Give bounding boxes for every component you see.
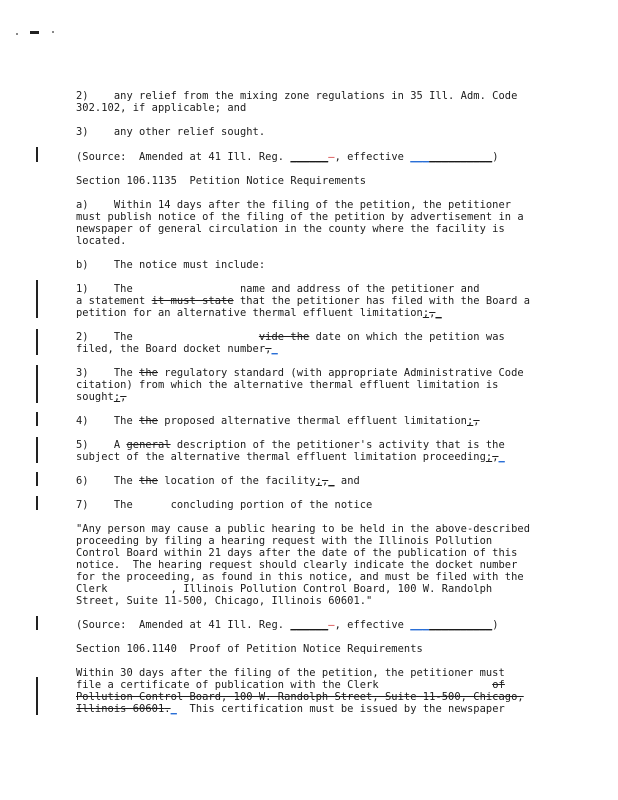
text-line — [76, 691, 596, 703]
text-segment: ______ — [290, 619, 329, 631]
text-line — [76, 391, 596, 403]
text-segment: sought — [76, 391, 114, 403]
revision-bar — [36, 280, 38, 318]
text-segment: ___ — [410, 619, 430, 631]
text-line — [76, 547, 596, 559]
text-segment: , — [429, 307, 436, 319]
text-segment: description of the petitioner's activity that is the — [170, 439, 505, 451]
text-segment: subject of the alternative thermal effluent limitation proceeding — [76, 451, 486, 463]
text-line — [76, 703, 596, 715]
text-line — [76, 283, 596, 295]
text-line — [76, 643, 596, 655]
text-line — [76, 223, 596, 235]
text-segment: it must state — [151, 295, 234, 307]
text-segment: vide the — [258, 331, 310, 343]
text-segment: a statement — [76, 295, 152, 307]
text-segment: proceeding by filing a hearing request with the Illinois Pollution — [76, 535, 493, 547]
text-segment: (Source: Amended at 41 Ill. Reg. — [76, 619, 291, 631]
text-segment: This certification must be issued by the newspaper — [176, 703, 505, 715]
text-segment: — — [328, 151, 335, 163]
text-segment: proposed alternative thermal effluent limitation — [157, 415, 467, 427]
text-segment: 1) The name and address of the petitioner and — [76, 283, 480, 295]
text-segment: (Source: Amended at 41 Ill. Reg. — [76, 151, 291, 163]
text-segment: __________ — [429, 151, 493, 163]
text-line — [76, 259, 596, 271]
revision-bar — [36, 437, 38, 463]
text-segment: , — [321, 475, 329, 487]
text-line — [76, 439, 596, 451]
text-segment: the — [139, 367, 158, 379]
text-segment: b) The notice must include: — [76, 259, 266, 271]
text-segment: , — [473, 415, 480, 427]
text-segment: , — [492, 451, 499, 463]
text-segment: the — [139, 415, 158, 427]
text-segment: , effective — [334, 619, 411, 631]
text-segment: _ — [170, 703, 177, 715]
text-segment: located. — [76, 235, 127, 247]
text-segment: _ — [328, 475, 335, 487]
revision-bar — [36, 496, 38, 510]
text-line — [76, 151, 596, 163]
text-line — [76, 343, 596, 355]
text-segment: citation) from which the alternative thermal effluent limitation is — [76, 379, 499, 391]
text-segment: Illinois 60601 — [76, 703, 165, 715]
text-segment: general — [126, 439, 171, 451]
scan-speck — [52, 31, 54, 33]
text-segment: 5) A — [76, 439, 127, 451]
text-line — [76, 679, 596, 691]
text-segment: — — [328, 619, 335, 631]
text-segment: _ — [271, 343, 278, 355]
revision-bar — [36, 329, 38, 355]
text-line — [76, 307, 596, 319]
text-segment: __________ — [429, 619, 493, 631]
text-line — [76, 475, 596, 487]
text-line — [76, 499, 596, 511]
text-segment: "Any person may cause a public hearing to be held in the above-described — [76, 523, 531, 535]
text-segment: Within 30 days after the filing of the petition, the petitioner must — [76, 667, 505, 679]
text-segment: and — [334, 475, 360, 487]
text-line — [76, 535, 596, 547]
text-segment: . — [164, 703, 171, 715]
text-segment: Section 106.1135 Petition Notice Requirements — [76, 175, 367, 187]
text-segment: ______ — [290, 151, 329, 163]
text-segment: 2) any relief from the mixing zone regulations in 35 Ill. Adm. Code — [76, 90, 518, 102]
text-line — [76, 199, 596, 211]
text-line — [76, 583, 596, 595]
text-segment: _ — [435, 307, 442, 319]
text-segment: 3) The — [76, 367, 140, 379]
revision-bar — [36, 677, 38, 715]
text-segment: 4) The — [76, 415, 140, 427]
revision-bar — [36, 472, 38, 486]
text-line — [76, 367, 596, 379]
revision-bar — [36, 412, 38, 426]
text-segment: Street, Suite 11-500, Chicago, Illinois 60601." — [76, 595, 373, 607]
text-segment: for the proceeding, as found in this notice, and must be filed with the — [76, 571, 524, 583]
text-segment: petition for an alternative thermal effluent limitation — [76, 307, 423, 319]
text-line — [76, 295, 596, 307]
text-segment: of — [492, 679, 505, 691]
text-segment: ) — [492, 151, 499, 163]
text-line — [76, 451, 596, 463]
text-line — [76, 90, 596, 102]
text-segment: date on which the petition was — [309, 331, 505, 343]
text-line — [76, 619, 596, 631]
text-segment: 7) The concluding portion of the notice — [76, 499, 373, 511]
text-segment: 3) any other relief sought. — [76, 126, 266, 138]
text-segment: newspaper of general circulation in the county where the facility is — [76, 223, 505, 235]
text-segment: , effective — [334, 151, 411, 163]
text-segment: must publish notice of the filing of the petition by advertisement in a — [76, 211, 524, 223]
text-segment: ) — [492, 619, 499, 631]
text-line — [76, 559, 596, 571]
scan-speck — [16, 33, 18, 35]
text-segment: 302.102, if applicable; and — [76, 102, 247, 114]
revision-bar — [36, 147, 38, 162]
revision-bar — [36, 616, 38, 630]
text-line — [76, 379, 596, 391]
text-segment: 6) The — [76, 475, 140, 487]
text-segment: that the petitioner has filed with the Board a — [233, 295, 531, 307]
text-line — [76, 211, 596, 223]
text-segment: Pollution Control Board, 100 W. Randolph Street, Suite 11-500, Chicago, — [76, 691, 524, 703]
text-segment: a) Within 14 days after the filing of the petition, the petitioner — [76, 199, 512, 211]
text-segment: _ — [498, 451, 505, 463]
revision-bar — [36, 365, 38, 403]
text-segment: ; — [315, 475, 322, 487]
text-segment: Control Board within 21 days after the date of the publication of this — [76, 547, 518, 559]
text-segment: Section 106.1140 Proof of Petition Notice Requirements — [76, 643, 423, 655]
scan-speck — [30, 31, 39, 34]
text-line — [76, 571, 596, 583]
text-line — [76, 126, 596, 138]
text-segment: ; — [113, 391, 121, 403]
text-line — [76, 595, 596, 607]
text-line — [76, 235, 596, 247]
text-line — [76, 175, 596, 187]
text-segment: location of the facility — [157, 475, 316, 487]
text-line — [76, 331, 596, 343]
text-segment: the — [139, 475, 158, 487]
text-line — [76, 523, 596, 535]
text-line — [76, 415, 596, 427]
text-segment: regulatory standard (with appropriate Administrative Code — [157, 367, 524, 379]
text-segment: 2) The — [76, 331, 259, 343]
text-segment: ___ — [410, 151, 430, 163]
text-segment: ; — [422, 307, 430, 319]
text-segment: , — [120, 391, 127, 403]
text-segment: ; — [485, 451, 493, 463]
text-segment: filed, the Board docket number — [76, 343, 266, 355]
text-segment: file a certificate of publication with the Clerk — [76, 679, 493, 691]
text-segment: Clerk , Illinois Pollution Control Board, 100 W. Randolph — [76, 583, 493, 595]
text-segment: ; — [466, 415, 474, 427]
text-line — [76, 667, 596, 679]
text-segment: , — [265, 343, 272, 355]
text-line — [76, 102, 596, 114]
text-segment: notice. The hearing request should clearly indicate the docket number — [76, 559, 518, 571]
